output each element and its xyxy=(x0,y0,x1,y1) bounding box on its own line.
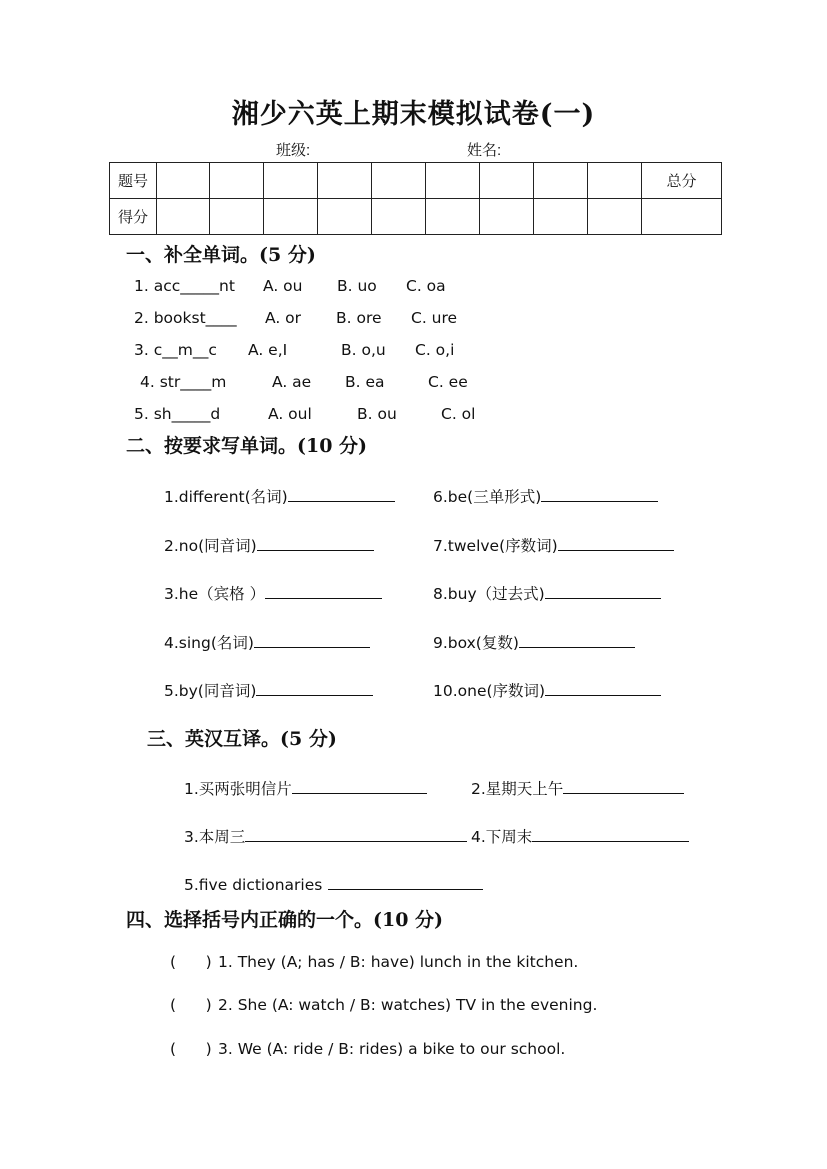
list-item xyxy=(184,874,483,894)
prompt-text: 1.different(名词) xyxy=(164,488,288,506)
score-cell[interactable] xyxy=(426,163,480,199)
prompt-text: 7.twelve(序数词) xyxy=(433,537,558,555)
prompt-text: 4.sing(名词) xyxy=(164,634,254,652)
prompt-text: 2.no(同音词) xyxy=(164,537,257,555)
option-a: A. oul xyxy=(268,405,312,423)
question-text: 3. We (A: ride / B: rides) a bike to our school. xyxy=(218,1040,566,1058)
answer-bracket[interactable]: ( ) xyxy=(170,1040,212,1058)
score-cell[interactable] xyxy=(264,199,318,235)
prompt-text: 4.下周末 xyxy=(471,828,533,846)
prompt-text: 1.买两张明信片 xyxy=(184,780,292,798)
answer-blank[interactable] xyxy=(257,535,374,551)
answer-blank[interactable] xyxy=(545,583,661,599)
list-item xyxy=(471,825,689,847)
score-table xyxy=(109,162,722,235)
score-table-total-label: 总分 xyxy=(642,163,722,199)
prompt-text: 8.buy（过去式) xyxy=(433,585,545,603)
prompt-text: 3.he（宾格 ） xyxy=(164,585,266,603)
score-cell[interactable] xyxy=(318,163,372,199)
answer-blank[interactable] xyxy=(532,826,689,842)
question-text: 2. bookst____ xyxy=(134,309,237,327)
question-text: 4. str____m xyxy=(140,373,227,391)
score-cell[interactable] xyxy=(426,199,480,235)
section-2-heading: 二、按要求写单词。(10 分) xyxy=(126,435,368,457)
answer-blank[interactable] xyxy=(265,583,382,599)
option-b: B. ou xyxy=(357,405,397,423)
prompt-text: 6.be(三单形式) xyxy=(433,488,542,506)
option-b: B. o,u xyxy=(341,341,386,359)
list-item xyxy=(164,631,370,653)
prompt-text: 10.one(序数词) xyxy=(433,682,546,700)
prompt-text: 5.five dictionaries xyxy=(184,876,323,894)
prompt-text: 9.box(复数) xyxy=(433,634,519,652)
list-item xyxy=(433,534,674,556)
option-c: C. ee xyxy=(428,373,468,391)
score-cell[interactable] xyxy=(157,199,210,235)
section-4-heading: 四、选择括号内正确的一个。(10 分) xyxy=(126,909,444,931)
score-cell[interactable] xyxy=(480,163,534,199)
answer-blank[interactable] xyxy=(245,826,467,842)
score-cell[interactable] xyxy=(210,163,264,199)
question-text: 1. acc_____nt xyxy=(134,277,235,295)
score-cell[interactable] xyxy=(534,163,588,199)
list-item xyxy=(471,777,684,799)
score-cell[interactable] xyxy=(372,199,426,235)
answer-bracket[interactable]: ( ) xyxy=(170,953,212,971)
score-cell[interactable] xyxy=(480,199,534,235)
option-b: B. uo xyxy=(337,277,377,295)
class-label: 班级: xyxy=(276,142,311,159)
answer-blank[interactable] xyxy=(292,778,427,794)
prompt-text: 2.星期天上午 xyxy=(471,780,564,798)
question-text: 5. sh_____d xyxy=(134,405,221,423)
question-text: 2. She (A: watch / B: watches) TV in the evening. xyxy=(218,996,598,1014)
score-cell[interactable] xyxy=(588,199,642,235)
option-c: C. o,i xyxy=(415,341,455,359)
score-cell[interactable] xyxy=(318,199,372,235)
prompt-text: 5.by(同音词) xyxy=(164,682,257,700)
list-item xyxy=(184,777,427,799)
list-item xyxy=(433,679,661,701)
score-table-row-score xyxy=(110,199,722,235)
option-c: C. ol xyxy=(441,405,476,423)
option-a: A. e,I xyxy=(248,341,288,359)
list-item xyxy=(433,582,661,604)
option-c: C. ure xyxy=(411,309,458,327)
score-table-number-label: 题号 xyxy=(110,163,157,199)
score-cell[interactable] xyxy=(534,199,588,235)
option-a: A. or xyxy=(265,309,302,327)
answer-blank[interactable] xyxy=(288,486,395,502)
section-1-heading: 一、补全单词。(5 分) xyxy=(126,244,316,266)
list-item xyxy=(164,534,374,556)
question-text: 3. c__m__c xyxy=(134,341,217,359)
option-a: A. ae xyxy=(272,373,312,391)
question-text: 1. They (A; has / B: have) lunch in the kitchen. xyxy=(218,953,579,971)
section-3-heading: 三、英汉互译。(5 分) xyxy=(147,728,337,750)
list-item xyxy=(433,631,635,653)
score-cell[interactable] xyxy=(210,199,264,235)
answer-blank[interactable] xyxy=(545,680,661,696)
list-item xyxy=(164,582,382,604)
answer-blank[interactable] xyxy=(328,874,483,890)
page-title: 湘少六英上期末模拟试卷(一) xyxy=(231,99,596,130)
list-item xyxy=(433,485,658,507)
score-table-score-label: 得分 xyxy=(110,199,157,235)
option-b: B. ore xyxy=(336,309,382,327)
answer-bracket[interactable]: ( ) xyxy=(170,996,212,1014)
score-cell[interactable] xyxy=(372,163,426,199)
option-b: B. ea xyxy=(345,373,385,391)
list-item xyxy=(164,485,395,507)
answer-blank[interactable] xyxy=(256,680,373,696)
score-total-cell[interactable] xyxy=(642,199,722,235)
score-cell[interactable] xyxy=(157,163,210,199)
prompt-text: 3.本周三 xyxy=(184,828,246,846)
option-c: C. oa xyxy=(406,277,446,295)
answer-blank[interactable] xyxy=(519,632,635,648)
score-table-row-number xyxy=(110,163,722,199)
name-label: 姓名: xyxy=(467,142,502,159)
answer-blank[interactable] xyxy=(541,486,658,502)
list-item xyxy=(184,825,467,847)
list-item xyxy=(164,679,373,701)
answer-blank[interactable] xyxy=(563,778,684,794)
score-cell[interactable] xyxy=(588,163,642,199)
answer-blank[interactable] xyxy=(558,535,674,551)
score-cell[interactable] xyxy=(264,163,318,199)
answer-blank[interactable] xyxy=(254,632,370,648)
option-a: A. ou xyxy=(263,277,303,295)
